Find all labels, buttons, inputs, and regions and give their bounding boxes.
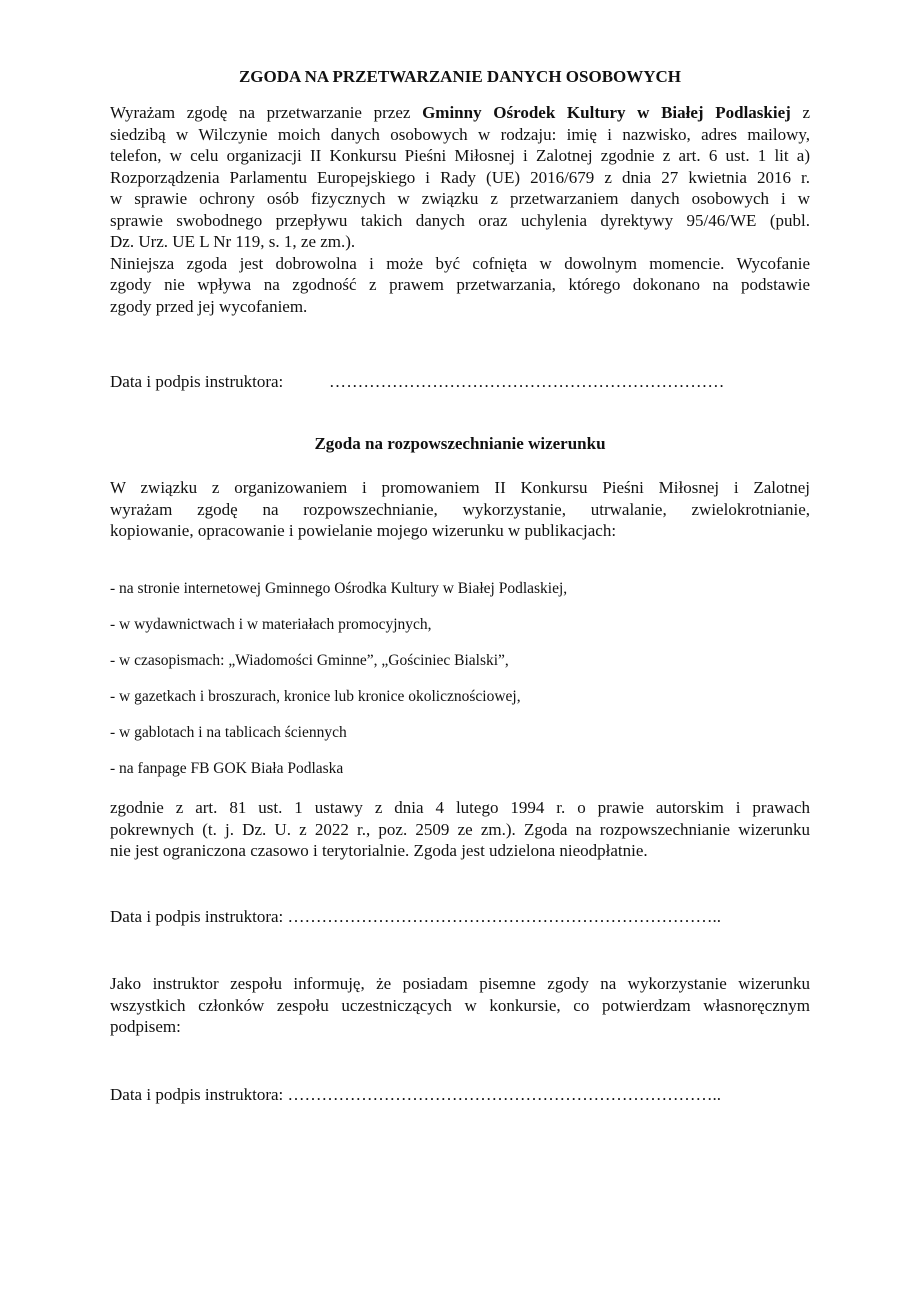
section2-signature: Data i podpis instruktora: ………………………………………………………………….. [110,907,722,926]
section2-legal-line-1: zgodnie z art. 81 ust. 1 ustawy z dnia 4 lutego 1994 r. o prawie autorskim i prawach [110,798,810,817]
section1-title: ZGODA NA PRZETWARZANIE DANYCH OSOBOWYCH [238,67,682,86]
section1-line-5: w sprawie ochrony osób fizycznych w związku z przetwarzaniem danych osobowych i w [110,189,810,208]
section1-line-10: zgody przed jej wycofaniem. [110,296,308,316]
section1-line1-pre: Wyrażam zgodę na przetwarzanie przez [110,103,423,122]
section3-signature: Data i podpis instruktora: ………………………………………………………………….. [110,1085,722,1104]
section1-signature-dots: …………………………………………………………… [329,372,725,391]
section1-line-9: zgody nie wpływa na zgodność z prawem przetwarzania, którego dokonano na podstawie [110,275,810,294]
section1-signature-label: Data i podpis instruktora: [110,372,284,391]
publication-list-item: - w gablotach i na tablicach ściennych [110,724,347,741]
section2-legal-line-2: pokrewnych (t. j. Dz. U. z 2022 r., poz. 2509 ze zm.). Zgoda na rozpowszechnianie wizerunku [110,819,810,839]
section2-intro-line-2: wyrażam zgodę na rozpowszechnianie, wykorzystanie, utrwalanie, zwielokrotnianie, [110,499,810,519]
section3-line-1: Jako instruktor zespołu informuję, że posiadam pisemne zgody na wykorzystanie wizerunku [110,974,810,993]
section1-line-2: siedzibą w Wilczynie moich danych osobowych w rodzaju: imię i nazwisko, adres mailowy, [110,124,810,144]
section1-line1-post: z [790,103,810,122]
section1-line-8: Niniejsza zgoda jest dobrowolna i może być cofnięta w dowolnym momencie. Wycofanie [110,253,810,273]
section3-paragraph [110,973,810,1038]
section3-line-2: wszystkich członków zespołu uczestniczących w konkursie, co potwierdzam własnoręcznym [110,995,810,1015]
section1-line-4: Rozporządzenia Parlamentu Europejskiego i Rady (UE) 2016/679 z dnia 27 kwietnia 2016 r. [110,167,810,187]
section1-paragraph [110,102,810,317]
publication-list-item: - w wydawnictwach i w materiałach promocyjnych, [110,616,432,633]
section2-title: Zgoda na rozpowszechnianie wizerunku [314,434,606,453]
section2-intro-line-1: W związku z organizowaniem i promowaniem II Konkursu Pieśni Miłosnej i Zalotnej [110,478,810,497]
section1-line-1 [110,102,810,124]
organizer-name: Gminny Ośrodek Kultury w Białej Podlaskiej [422,103,791,122]
section2-intro-line-3: kopiowanie, opracowanie i powielanie mojego wizerunku w publikacjach: [110,521,617,540]
section1-line-6: sprawie swobodnego przepływu takich danych oraz uchylenia dyrektywy 95/46/WE (publ. [110,210,810,230]
publication-list-item: - na fanpage FB GOK Biała Podlaska [110,760,344,777]
section1-line-3: telefon, w celu organizacji II Konkursu Pieśni Miłosnej i Zalotnej zgodnie z art. 6 ust. 1 lit a) [110,146,810,165]
publication-list-item: - w gazetkach i broszurach, kronice lub kronice okolicznościowej, [110,688,521,705]
section2-legal-paragraph [110,797,810,862]
publication-list-item: - na stronie internetowej Gminnego Ośrodka Kultury w Białej Podlaskiej, [110,580,568,597]
section3-line-3: podpisem: [110,1017,181,1036]
section1-signature [110,371,810,393]
section1-line-7: Dz. Urz. UE L Nr 119, s. 1, ze zm.). [110,232,356,251]
publication-list-item: - w czasopismach: „Wiadomości Gminne”, „Gościniec Bialski”, [110,652,509,669]
section2-intro [110,477,810,542]
section2-legal-line-3: nie jest ograniczona czasowo i terytorialnie. Zgoda jest udzielona nieodpłatnie. [110,841,648,860]
